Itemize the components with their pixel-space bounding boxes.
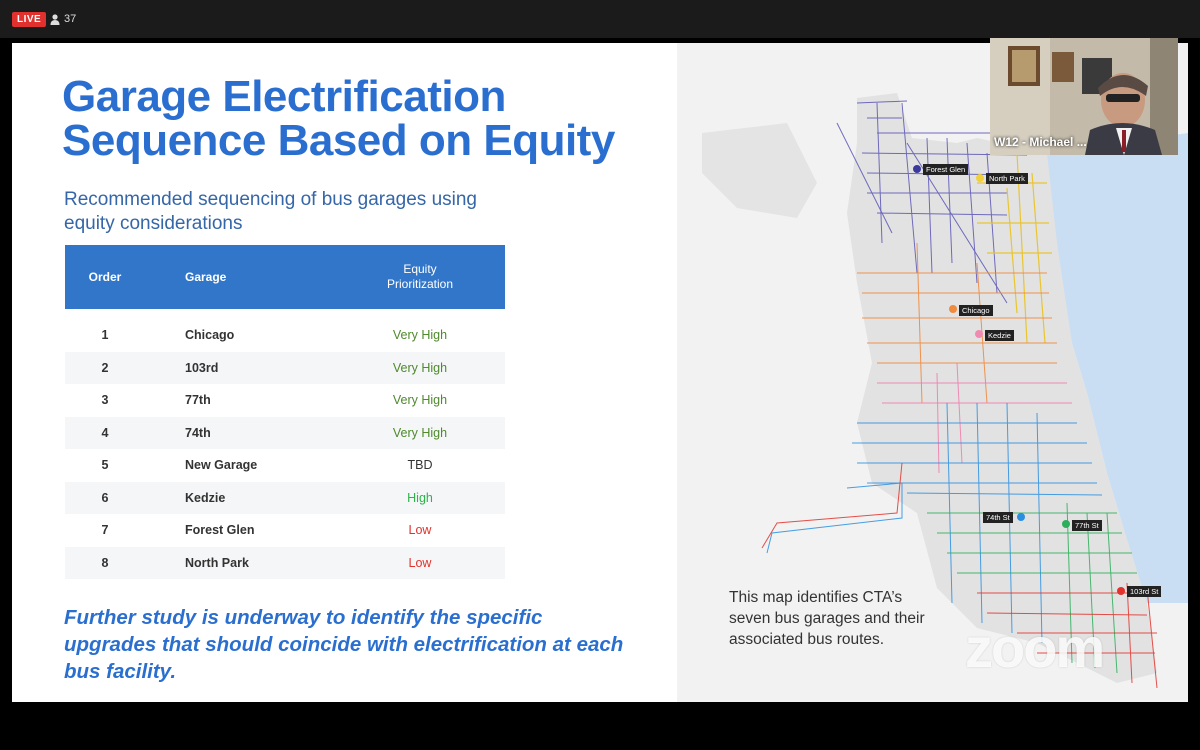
table-gap <box>65 309 505 319</box>
garage-label-kedzie: Kedzie <box>985 330 1014 341</box>
cell-equity: Low <box>335 547 505 580</box>
garage-sequence-table <box>65 245 505 579</box>
header-garage: Garage <box>145 245 335 309</box>
garage-dot-kedzie <box>975 330 983 338</box>
cell-order: 6 <box>65 482 145 515</box>
cell-equity: Very High <box>335 319 505 352</box>
table-row <box>65 547 505 580</box>
suburb-area-west <box>702 123 817 218</box>
person-icon <box>50 14 60 25</box>
cell-garage: 103rd <box>145 352 335 385</box>
map-caption: This map identifies CTA’s seven bus garages and their associated bus routes. <box>729 589 925 648</box>
cell-equity: Very High <box>335 384 505 417</box>
slide-title: Garage Electrification Sequence Based on Equity <box>62 72 615 165</box>
cell-garage: Chicago <box>145 319 335 352</box>
cell-order: 4 <box>65 417 145 450</box>
cell-equity: TBD <box>335 449 505 482</box>
cell-order: 8 <box>65 547 145 580</box>
garage-label-77th: 77th St <box>1072 520 1102 531</box>
cell-order: 3 <box>65 384 145 417</box>
garage-label-103rd: 103rd St <box>1127 586 1161 597</box>
live-badge: LIVE <box>12 12 46 27</box>
garage-dot-north-park <box>976 174 984 182</box>
garage-label-forest-glen: Forest Glen <box>923 164 968 175</box>
zoom-watermark: zoom <box>965 616 1104 679</box>
garage-label-chicago: Chicago <box>959 305 993 316</box>
table-row <box>65 449 505 482</box>
table-row <box>65 417 505 450</box>
header-order: Order <box>65 245 145 309</box>
table-row <box>65 482 505 515</box>
garage-label-74th: 74th St <box>983 512 1013 523</box>
cell-garage: New Garage <box>145 449 335 482</box>
cell-equity: Very High <box>335 417 505 450</box>
bottom-bar <box>0 708 1200 750</box>
viewer-count-value: 37 <box>64 13 77 25</box>
garage-dot-chicago <box>949 305 957 313</box>
cell-garage: North Park <box>145 547 335 580</box>
table-header-row <box>65 245 505 309</box>
cell-garage: Kedzie <box>145 482 335 515</box>
cell-order: 1 <box>65 319 145 352</box>
cell-garage: Forest Glen <box>145 514 335 547</box>
table-row <box>65 352 505 385</box>
cell-order: 2 <box>65 352 145 385</box>
garage-dot-forest-glen <box>913 165 921 173</box>
garage-dot-74th <box>1017 513 1025 521</box>
table-row <box>65 384 505 417</box>
table-row <box>65 514 505 547</box>
cell-order: 5 <box>65 449 145 482</box>
cell-equity: Low <box>335 514 505 547</box>
cell-garage: 77th <box>145 384 335 417</box>
garage-label-north-park: North Park <box>986 173 1028 184</box>
slide-footnote: Further study is underway to identify the specific upgrades that should coincide with electrification at each bus facility. <box>64 606 624 683</box>
cell-garage: 74th <box>145 417 335 450</box>
viewer-count[interactable] <box>50 11 76 27</box>
header-equity: Equity Prioritization <box>335 245 505 309</box>
table-row <box>65 319 505 352</box>
cell-equity: High <box>335 482 505 515</box>
participant-name: W12 - Michael ... <box>994 135 1087 149</box>
participant-video-tile[interactable] <box>990 38 1178 155</box>
cell-equity: Very High <box>335 352 505 385</box>
slide-subtitle: Recommended sequencing of bus garages using equity considerations <box>64 189 477 234</box>
cell-order: 7 <box>65 514 145 547</box>
garage-dot-77th <box>1062 520 1070 528</box>
garage-dot-103rd <box>1117 587 1125 595</box>
stream-top-bar <box>0 0 1200 38</box>
